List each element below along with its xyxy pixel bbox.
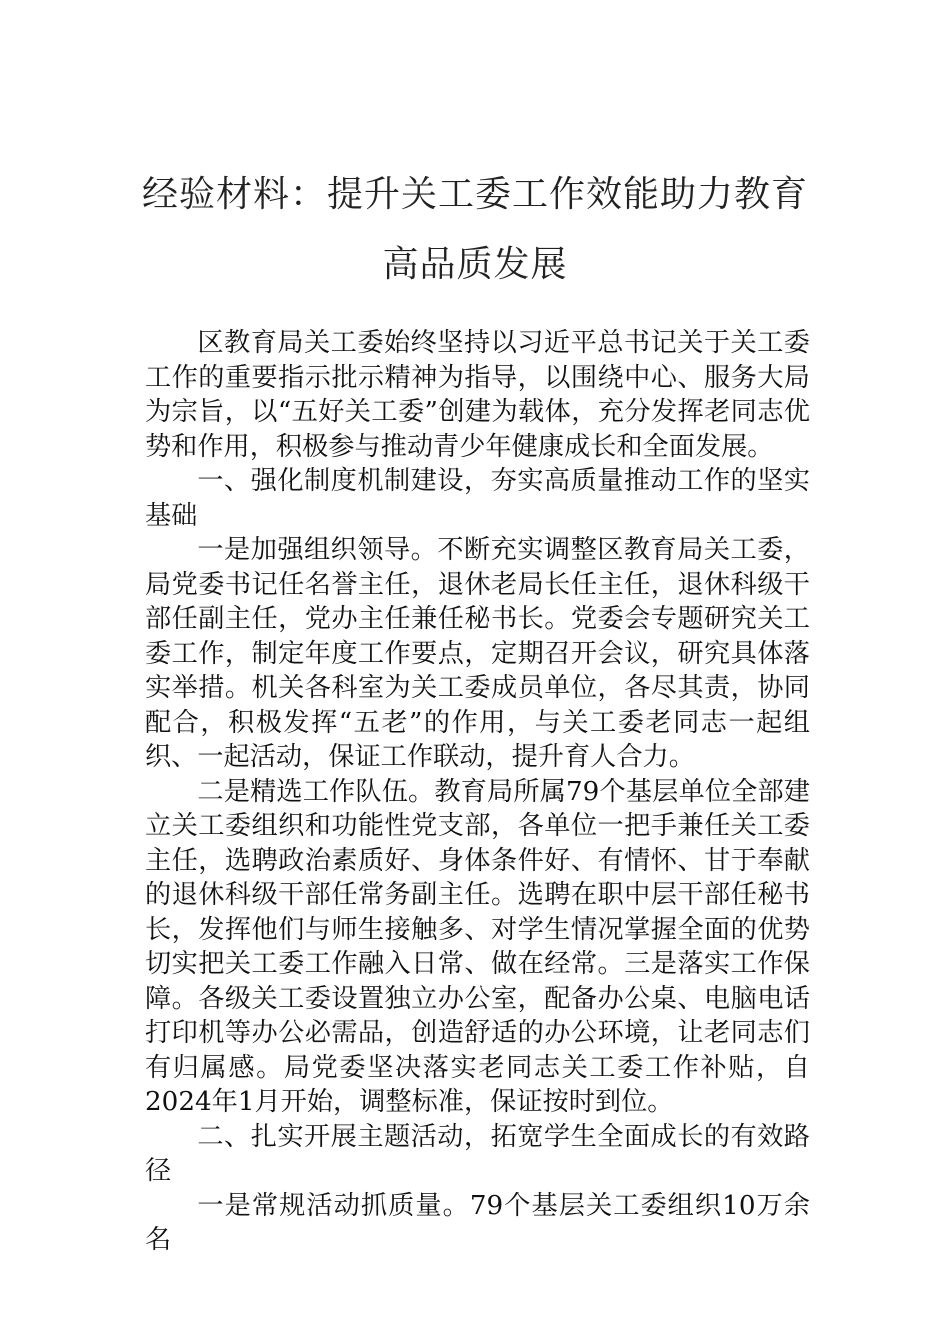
section-heading-2: 二、扎实开展主题活动，拓宽学生全面成长的有效路径 <box>145 1121 810 1186</box>
document-title <box>60 160 890 300</box>
section-heading-1: 一、强化制度机制建设，夯实高质量推动工作的坚实基础 <box>145 466 810 531</box>
body-paragraph-2: 二是精选工作队伍。教育局所属79个基层单位全部建立关工委组织和功能性党支部，各单位一把手兼任关工委主任，选聘政治素质好、身体条件好、有情怀、甘于奉献的退休科级干部任常务副主任。选聘在职中层干部任秘书长，发挥他们与师生接触多、对学生情况掌握全面的优势切实把关工委工作融入日常、做在经常。三是落实工作保障。各级关工委设置独立办公室，配备办公桌、电脑电话打印机等办公必需品，创造舒适的办公环境，让老同志们有归属感。局党委坚决落实老同志关工委工作补贴，自2024年1月开始，调整标准，保证按时到位。 <box>145 776 810 1117</box>
intro-paragraph: 区教育局关工委始终坚持以习近平总书记关于关工委工作的重要指示批示精神为指导，以围绕中心、服务大局为宗旨，以“五好关工委”创建为载体，充分发挥老同志优势和作用，积极参与推动青少年健康成长和全面发展。 <box>145 328 810 462</box>
body-paragraph-1: 一是加强组织领导。不断充实调整区教育局关工委，局党委书记任名誉主任，退休老局长任主任，退休科级干部任副主任，党办主任兼任秘书长。党委会专题研究关工委工作，制定年度工作要点，定期召开会议，研究具体落实举措。机关各科室为关工委成员单位，各尽其责，协同配合，积极发挥“五老”的作用，与关工委老同志一起组织、一起活动，保证工作联动，提升育人合力。 <box>145 535 810 772</box>
body-paragraph-3: 一是常规活动抓质量。79个基层关工委组织10万余名 <box>145 1190 810 1255</box>
title-line-2: 高品质发展 <box>382 244 568 285</box>
document-body <box>145 326 810 1258</box>
title-line-1: 经验材料：提升关工委工作效能助力教育 <box>141 174 808 215</box>
